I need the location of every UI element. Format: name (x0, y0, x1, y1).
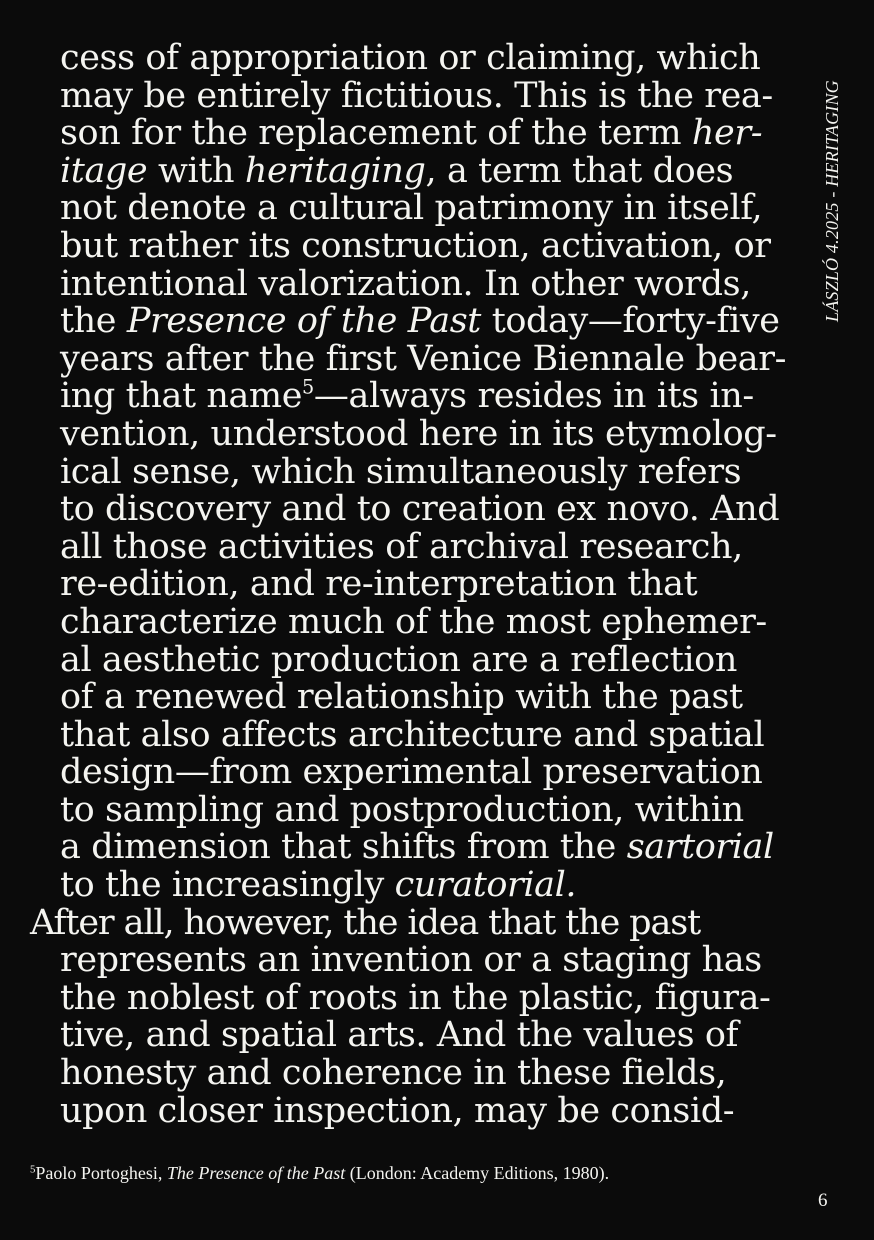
footnote-author: Paolo Portoghesi, (35, 1163, 167, 1183)
text-run: the (60, 301, 127, 342)
text-run: son for the replacement of the term (60, 113, 692, 154)
text-run: to discovery and to creation ex novo. And (60, 489, 780, 530)
text-line (60, 754, 790, 792)
text-line (60, 566, 790, 604)
text-run: design—from experimental preservation (60, 752, 763, 793)
text-line (60, 679, 790, 717)
text-line (60, 789, 790, 830)
text-line (60, 338, 790, 379)
text-line (60, 1090, 790, 1131)
text-run: cess of appropriation or claiming, which (60, 38, 761, 78)
text-line (60, 491, 790, 529)
text-line (60, 714, 790, 755)
text-run: the noblest of roots in the plastic, figura- (60, 977, 771, 1018)
text-run: intentional valorization. In other words, (60, 263, 751, 304)
text-run: upon closer inspection, may be consid- (60, 1090, 735, 1131)
text-line (60, 1055, 790, 1093)
text-run: to the increasingly (60, 865, 395, 906)
text-line (60, 413, 790, 454)
text-run: represents an invention or a staging has (60, 940, 762, 981)
text-run: tive, and spatial arts. And the values of (60, 1015, 739, 1056)
text-run: a dimension that shifts from the (60, 827, 627, 868)
footnote-title: The Presence of the Past (166, 1163, 346, 1183)
footnote-details: (London: Academy Editions, 1980). (345, 1163, 610, 1183)
footnote-marker: 5 (30, 1163, 36, 1176)
text-run: al aesthetic production are a reflection (60, 639, 737, 680)
text-line (60, 977, 790, 1018)
text-run: —always resides in its in- (313, 376, 754, 417)
text-run: to sampling and postproduction, within (60, 789, 744, 830)
text-run: with (147, 150, 245, 191)
text-run: but rather its construction, activation, or (60, 225, 771, 266)
text-run: years after the first Venice Biennale bear- (60, 338, 787, 379)
italic-text: heritaging (244, 150, 426, 191)
footnote-reference: 5 (302, 375, 314, 399)
text-line (60, 829, 790, 867)
footnote (30, 1160, 770, 1187)
text-line (60, 190, 790, 228)
italic-text: her- (691, 113, 763, 154)
text-line (60, 601, 790, 642)
italic-text: sartorial (626, 827, 774, 868)
text-line (60, 639, 790, 680)
text-run: not denote a cultural patrimony in itself, (60, 188, 763, 229)
text-line (60, 150, 790, 191)
text-run: may be entirely fictitious. This is the rea- (60, 75, 773, 116)
text-run: that also affects architecture and spatial (60, 714, 765, 755)
text-line (60, 867, 790, 905)
body-text (30, 38, 790, 1131)
text-line (60, 526, 790, 567)
text-run: characterize much of the most ephemer- (60, 601, 767, 642)
text-line (60, 451, 790, 492)
text-run: vention, understood here in its etymolog- (60, 413, 777, 454)
text-run: today—forty-five (480, 301, 780, 342)
running-head: LÁSZLÓ 4.2025 - HERITAGING (822, 80, 842, 322)
text-line (60, 303, 790, 341)
text-line (60, 263, 790, 304)
text-run: re-edition, and re-interpretation that (60, 564, 698, 605)
italic-text: itage (60, 150, 148, 191)
text-line (60, 942, 790, 980)
paragraph-first-line (30, 902, 790, 943)
text-line (60, 375, 790, 417)
text-line (60, 40, 790, 78)
italic-text: curatorial. (394, 865, 577, 906)
page-number: 6 (818, 1190, 828, 1211)
text-run: , a term that does (425, 150, 734, 191)
text-line (60, 225, 790, 266)
text-run: all those activities of archival research, (60, 526, 743, 567)
text-line (60, 1017, 790, 1055)
text-run: ical sense, which simultaneously refers (60, 451, 742, 492)
italic-text: Presence of the Past (126, 301, 481, 342)
text-line (60, 75, 790, 116)
text-run: ing that name (60, 376, 303, 417)
text-line (60, 115, 790, 153)
text-run: After all, however, the idea that the past (30, 902, 701, 943)
text-run: honesty and coherence in these fields, (60, 1053, 727, 1094)
text-run: of a renewed relationship with the past (60, 677, 743, 718)
